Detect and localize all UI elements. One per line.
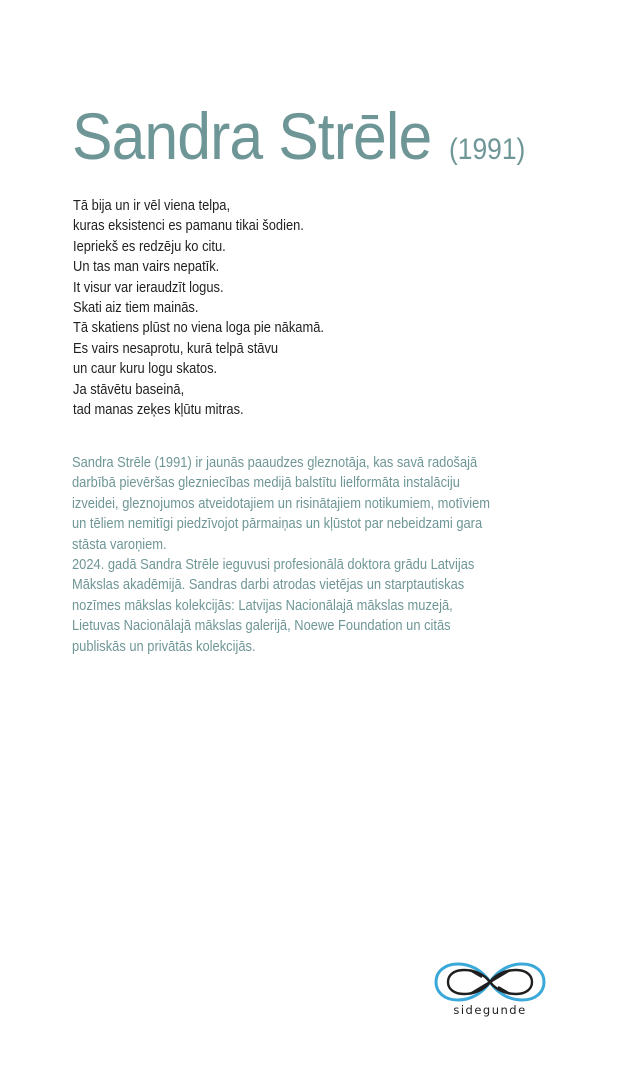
poem-line: Tā skatiens plūst no viena loga pie nākamā. xyxy=(73,319,324,337)
poem-line: Tā bija un ir vēl viena telpa, xyxy=(73,197,231,214)
bio-line: Sandra Strēle (1991) ir jaunās paaudzes gleznotāja, kas savā radošajā xyxy=(72,454,478,471)
bio-line: Mākslas akadēmijā. Sandras darbi atrodas vietējas un starptautiskas xyxy=(72,576,465,594)
poem-line: Iepriekš es redzēju ko citu. xyxy=(73,237,226,255)
poem xyxy=(73,196,365,420)
artist-biography xyxy=(72,453,542,657)
bio-line: izveidei, gleznojumos atveidotajiem un risinātajiem notikumiem, motīviem xyxy=(72,494,491,512)
page-title xyxy=(72,100,536,172)
poem-line: Es vairs nesaprotu, kurā telpā stāvu xyxy=(73,339,279,357)
poem-line: Skati aiz tiem mainās. xyxy=(73,299,199,317)
logo-wordmark: sidegunde xyxy=(453,1003,527,1017)
poem-line: kuras eksistenci es pamanu tikai šodien. xyxy=(73,217,304,235)
poem-line: un caur kuru logu skatos. xyxy=(73,360,218,378)
bio-line: 2024. gadā Sandra Strēle ieguvusi profesionālā doktora grādu Latvijas xyxy=(72,556,475,574)
sidegunde-logo xyxy=(430,960,550,1024)
bio-line: darbībā pievēršas glezniecības medijā balstītu lielformāta instalāciju xyxy=(72,474,460,492)
poem-line: Ja stāvētu baseinā, xyxy=(73,380,185,398)
artist-name: Sandra Strēle xyxy=(72,99,432,173)
bio-line: stāsta varoņiem. xyxy=(72,535,167,553)
poem-line: It visur var ieraudzīt logus. xyxy=(73,278,224,296)
bio-line: nozīmes mākslas kolekcijās: Latvijas Nacionālajā mākslas muzejā, xyxy=(72,596,453,614)
bio-line: publiskās un privātās kolekcijās. xyxy=(72,637,256,655)
poem-line: Un tas man vairs nepatīk. xyxy=(73,258,220,276)
bio-line: Lietuvas Nacionālajā mākslas galerijā, Noewe Foundation un citās xyxy=(72,617,451,635)
infinity-loop-icon xyxy=(430,960,550,1004)
bio-line: un tēliem nemitīgi piedzīvojot pārmaiņas un kļūstot par nebeidzami gara xyxy=(72,515,483,533)
artist-birth-year: (1991) xyxy=(449,133,526,166)
poem-line: tad manas zeķes kļūtu mitras. xyxy=(73,401,244,419)
